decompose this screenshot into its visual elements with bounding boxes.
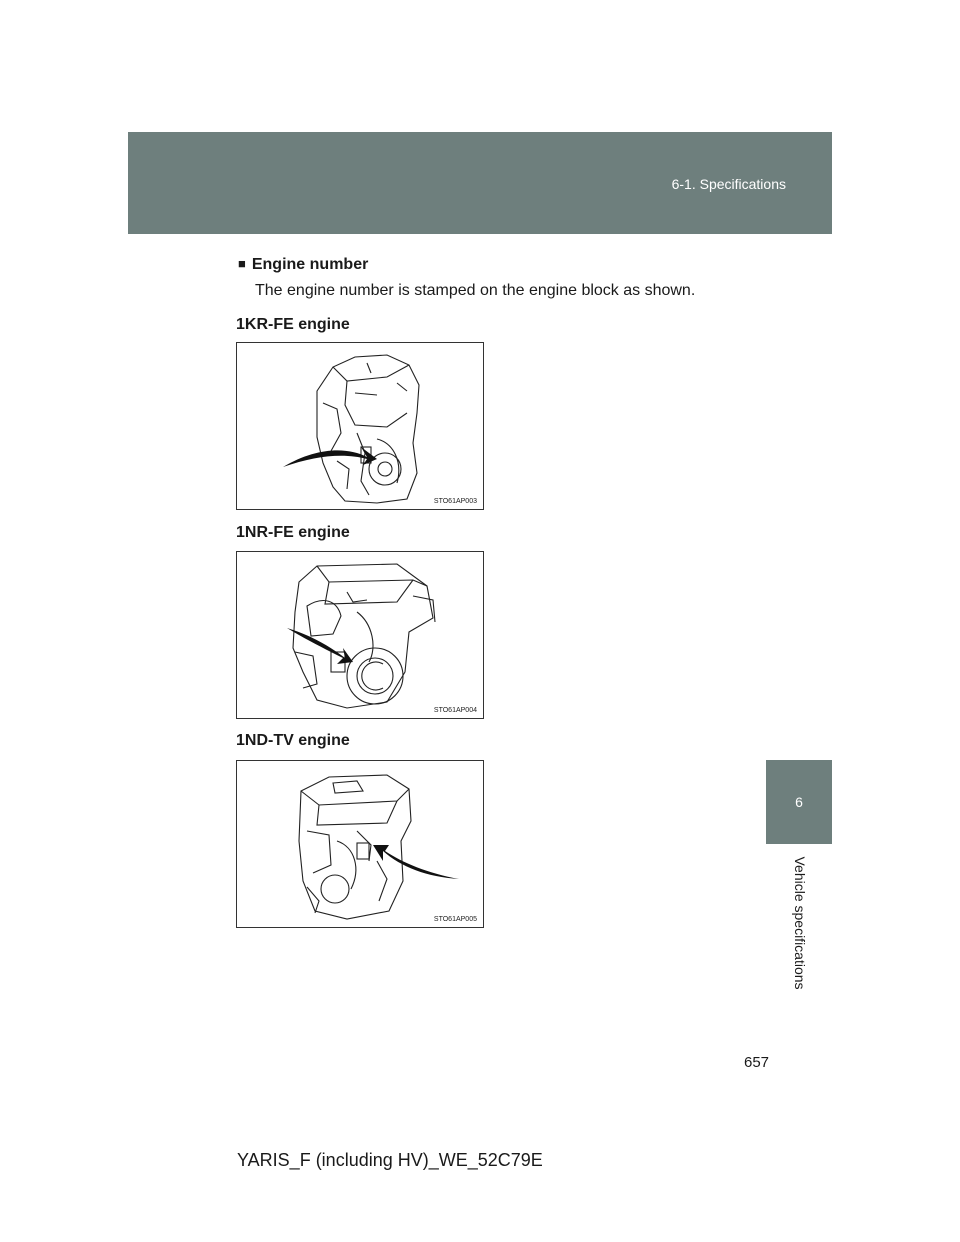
figure-code: STO61AP005: [433, 916, 477, 923]
engine-label-1nd: 1ND-TV engine: [236, 732, 350, 749]
engine-illustration-1kr: [237, 343, 485, 511]
engine-label-1kr: 1KR-FE engine: [236, 316, 350, 333]
section-title: [238, 256, 368, 274]
section-header-title: 6-1. Specifications: [671, 176, 786, 192]
figure-1nr-engine: [236, 551, 484, 719]
section-title-text: Engine number: [251, 256, 369, 273]
engine-illustration-1nd: [237, 761, 485, 929]
square-bullet-icon: ■: [238, 256, 246, 271]
figure-code: STO61AP004: [433, 707, 477, 714]
engine-label-1nr: 1NR-FE engine: [236, 524, 350, 541]
engine-illustration-1nr: [237, 552, 485, 720]
chapter-label: [790, 858, 810, 988]
header-band: [128, 132, 832, 234]
footer-code: YARIS_F (including HV)_WE_52C79E: [237, 1150, 543, 1170]
figure-1kr-engine: [236, 342, 484, 510]
chapter-tab: 6: [766, 760, 832, 844]
page-number: 657: [744, 1054, 770, 1071]
section-body: The engine number is stamped on the engine block as shown.: [255, 282, 696, 299]
figure-code: STO61AP003: [433, 498, 477, 505]
chapter-label-text: Vehicle specifications: [792, 856, 808, 990]
figure-1nd-engine: [236, 760, 484, 928]
